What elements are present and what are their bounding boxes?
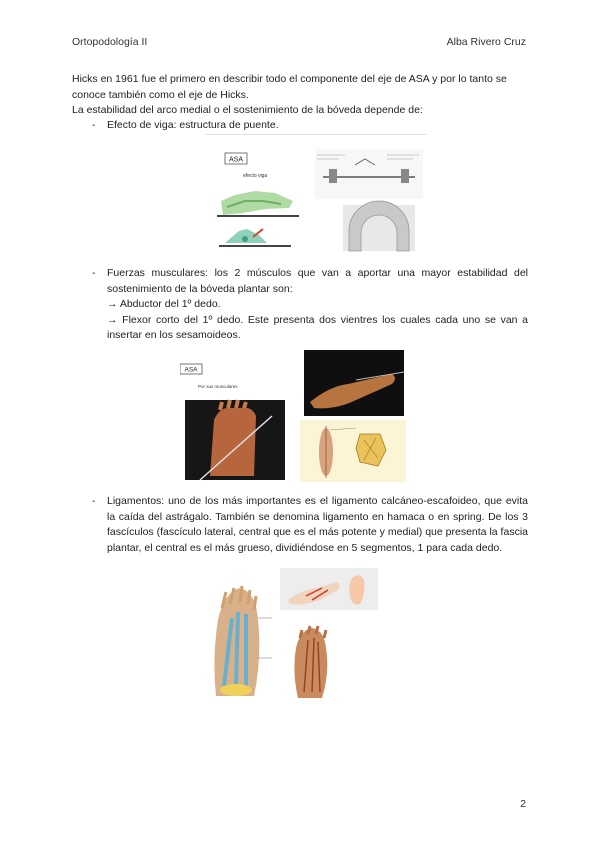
beam-effect-illustration [205, 135, 427, 255]
page-number: 2 [520, 798, 526, 810]
bullet-beam-effect [92, 118, 528, 134]
bullet-subitem-flexor: → Flexor corto del 1º dedo. Este presenta dos vientres los cuales cada uno se van a insertar en los sesamoideos. [107, 313, 528, 341]
figure-caption: efecto viga [243, 173, 268, 179]
bullet-text: Ligamentos: uno de los más importantes es el ligamento calcáneo-escafoideo, que evita la caída del astrágalo. También se denomina ligamento en hamaca o en spring. De los 3 fascículos (fascículo lateral, central que es el más potente y medial) que presenta la fascia plantar, el central es el más grueso, dividiéndose en 5 segmentos, 1 para cada dedo. [107, 495, 528, 554]
bullet-dash: - [92, 267, 96, 279]
intro-paragraph: Hicks en 1961 fue el primero en describir todo el componente del eje de ASA y por lo tanto se conoce también como el eje de Hicks. [72, 73, 507, 101]
bullet-subitem-abductor: → Abductor del 1º dedo. [107, 298, 221, 310]
figure-beam-effect [205, 134, 427, 255]
figure-ligaments [196, 568, 380, 702]
intro-paragraph-2: La estabilidad del arco medial o el sostenimiento de la bóveda depende de: [72, 104, 423, 116]
bullet-ligaments [92, 494, 528, 556]
header-author: Alba Rivero Cruz [446, 36, 526, 48]
bullet-text: Fuerzas musculares: los 2 músculos que van a aportar una mayor estabilidad del sostenimiento de la bóveda plantar son: [107, 267, 528, 295]
figure-muscular-forces [180, 350, 410, 482]
header-course-title: Ortopodología II [72, 36, 148, 48]
figure-caption: Por sus musculares [198, 384, 238, 389]
figure-badge: ASA [228, 156, 244, 164]
bullet-dash: - [92, 495, 96, 507]
figure-badge: ASA [184, 366, 198, 374]
bullet-muscular-forces [92, 266, 528, 344]
ligaments-illustration [196, 568, 380, 702]
bullet-text: Efecto de viga: estructura de puente. [107, 119, 279, 131]
bullet-dash: - [92, 119, 96, 131]
muscular-forces-illustration [180, 350, 410, 482]
